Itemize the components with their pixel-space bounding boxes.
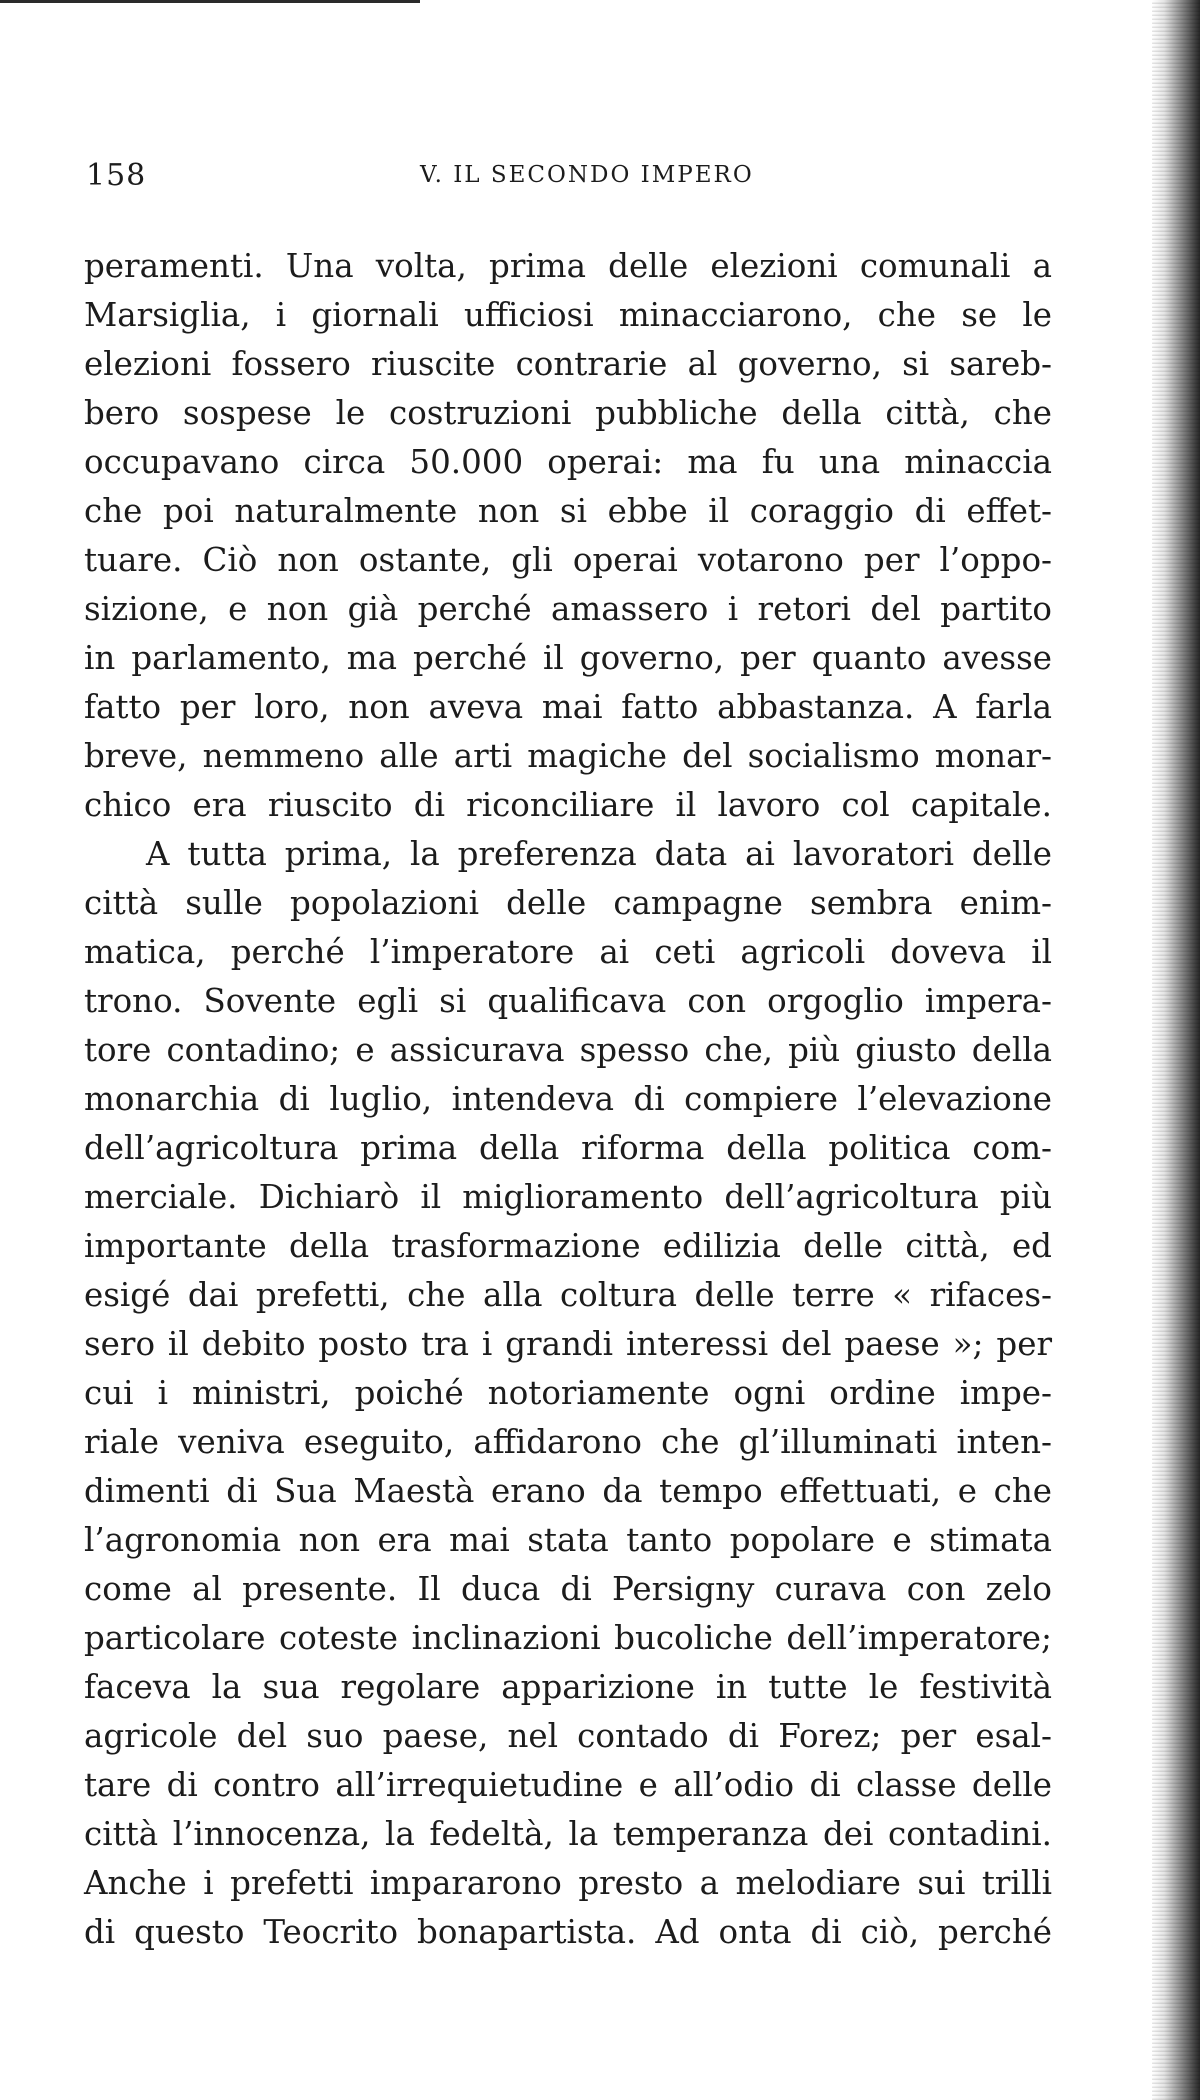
text-line: città sulle popolazioni delle campagne sembra enim- [84,884,1052,922]
text-line: trono. Sovente egli si qualificava con orgoglio impera- [84,982,1052,1020]
text-line: Anche i prefetti impararono presto a melodiare sui trilli [84,1864,1052,1902]
text-line: riale veniva eseguito, affidarono che gl’illuminati inten- [84,1423,1052,1461]
text-line: che poi naturalmente non si ebbe il coraggio di effet- [84,492,1052,530]
text-line: tuare. Ciò non ostante, gli operai votarono per l’oppo- [84,541,1052,579]
text-line: bero sospese le costruzioni pubbliche della città, che [84,394,1052,432]
text-line: agricole del suo paese, nel contado di Forez; per esal- [84,1717,1052,1755]
paragraph-first-line: A tutta prima, la preferenza data ai lavoratori delle [146,835,1052,873]
text-line: importante della trasformazione edilizia delle città, ed [84,1227,1052,1265]
text-line: sizione, e non già perché amassero i retori del partito [84,590,1052,628]
chapter-title: V. IL SECONDO IMPERO [420,162,754,188]
text-line: peramenti. Una volta, prima delle elezioni comunali a [84,247,1052,285]
top-rule [0,0,420,3]
text-line: chico era riuscito di riconciliare il lavoro col capitale. [84,786,1052,824]
text-line: tore contadino; e assicurava spesso che, più giusto della [84,1031,1052,1069]
text-line: esigé dai prefetti, che alla coltura delle terre « rifaces- [84,1276,1052,1314]
text-line: occupavano circa 50.000 operai: ma fu una minaccia [84,443,1052,481]
text-line: breve, nemmeno alle arti magiche del socialismo monar- [84,737,1052,775]
text-line: elezioni fossero riuscite contrarie al governo, si sareb- [84,345,1052,383]
text-line: cui i ministri, poiché notoriamente ogni ordine impe- [84,1374,1052,1412]
text-line: matica, perché l’imperatore ai ceti agricoli doveva il [84,933,1052,971]
body-text [84,242,1052,1957]
page-number: 158 [86,158,147,193]
text-line: faceva la sua regolare apparizione in tutte le festività [84,1668,1052,1706]
text-line: dell’agricoltura prima della riforma della politica com- [84,1129,1052,1167]
text-line: tare di contro all’irrequietudine e all’odio di classe delle [84,1766,1052,1804]
running-head [86,158,1086,198]
text-line: particolare coteste inclinazioni bucoliche dell’imperatore; [84,1619,1052,1657]
text-line: fatto per loro, non aveva mai fatto abbastanza. A farla [84,688,1052,726]
text-line: come al presente. Il duca di Persigny curava con zelo [84,1570,1052,1608]
text-line: di questo Teocrito bonapartista. Ad onta di ciò, perché [84,1913,1052,1951]
text-line: città l’innocenza, la fedeltà, la temperanza dei contadini. [84,1815,1052,1853]
text-line: in parlamento, ma perché il governo, per quanto avesse [84,639,1052,677]
text-line: Marsiglia, i giornali ufficiosi minacciarono, che se le [84,296,1052,334]
text-line: merciale. Dichiarò il miglioramento dell’agricoltura più [84,1178,1052,1216]
text-line: monarchia di luglio, intendeva di compiere l’elevazione [84,1080,1052,1118]
text-line: dimenti di Sua Maestà erano da tempo effettuati, e che [84,1472,1052,1510]
text-line: l’agronomia non era mai stata tanto popolare e stimata [84,1521,1052,1559]
text-line: sero il debito posto tra i grandi interessi del paese »; per [84,1325,1052,1363]
page-edge-shadow [1152,0,1200,2100]
